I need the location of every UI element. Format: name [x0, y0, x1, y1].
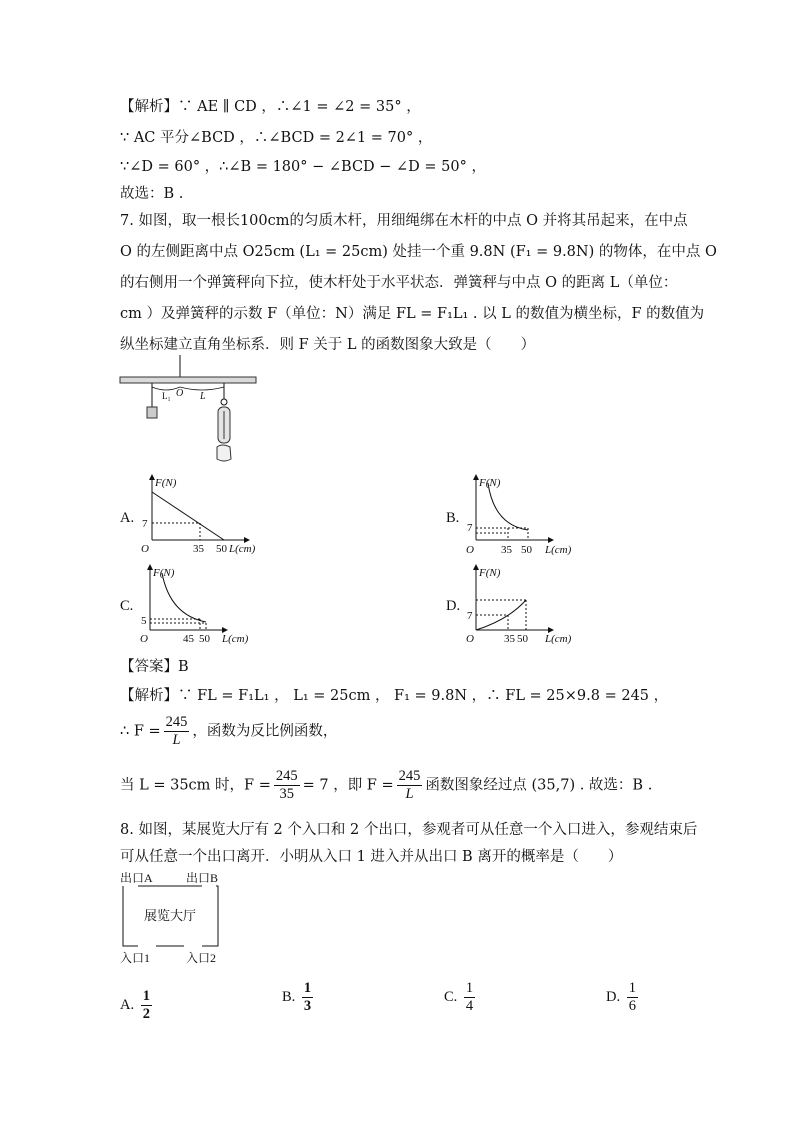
option-c-graph [140, 560, 260, 650]
hall-label: 展览大厅 [144, 908, 197, 923]
option-a-origin: O [141, 543, 149, 555]
option-d-ylabel: F(N) [479, 567, 501, 579]
option-d-xtick-1: 50 [517, 633, 528, 645]
option-b-ylabel: F(N) [479, 477, 501, 489]
fraction-245-over-L-2: $\frac{245}{L}$ [398, 768, 421, 802]
option-a-letter: A. [120, 510, 135, 526]
q7-text-line-5: 纵坐标建立直角坐标系．则 F 关于 L 的函数图象大致是（ ） [120, 337, 536, 353]
q7-solution-line-3: 当 L = 35cm 时，F = $\frac{245}{35}$ = 7 ，即 F = $\frac{245}{L}$ 函数图象经过点 (35,7) . 故选：B . [120, 768, 653, 802]
option-a-graph [138, 470, 298, 560]
option-b-letter: B. [446, 510, 460, 526]
q8-option-b: B. $\frac{1}{3}$ [282, 980, 312, 1014]
option-a-xtick-0: 35 [193, 543, 204, 555]
q8-option-a: A. $\frac{1}{2}$ [120, 988, 150, 1022]
fraction-245-over-L: $\frac{245}{L}$ [165, 714, 188, 748]
option-c-ytick: 5 [141, 615, 147, 627]
option-b-xlabel: L(cm) [545, 544, 572, 556]
q6-solution-line-2: ∵ AC 平分∠BCD ，∴∠BCD = 2∠1 = 70° ， [120, 130, 433, 146]
fraction-245-over-35: $\frac{245}{35}$ [275, 768, 298, 802]
option-a-ytick: 7 [142, 518, 148, 530]
option-c-xtick-1: 50 [199, 633, 210, 645]
q7-text-line-3: 的右侧用一个弹簧秤向下拉，使木杆处于水平状态．弹簧秤与中点 O 的距离 L（单位： [120, 275, 678, 291]
option-d-origin: O [466, 633, 474, 645]
option-b-xtick-0: 35 [501, 544, 512, 556]
q8-option-d: D. $\frac{1}{6}$ [606, 980, 636, 1014]
lever-figure [118, 355, 263, 470]
option-b-origin: O [466, 544, 474, 556]
q6-solution-line-3: ∵∠D = 60° ，∴∠B = 180° − ∠BCD − ∠D = 50° ， [120, 159, 486, 175]
option-c-ylabel: F(N) [153, 567, 175, 579]
option-d-graph [466, 560, 586, 650]
exhibition-hall-figure [118, 868, 228, 968]
label-L: L [200, 391, 206, 402]
exit-a-label: 出口A [120, 871, 153, 885]
option-a-xlabel: L(cm) [229, 543, 256, 555]
option-b-graph [466, 470, 586, 560]
q7-text-line-4: cm ）及弹簧秤的示数 F（单位：N）满足 FL = F₁L₁ . 以 L 的数值为横坐标，F 的数值为 [120, 306, 705, 322]
option-a-xtick-1: 50 [216, 543, 227, 555]
exit-b-label: 出口B [186, 871, 219, 885]
q8-text-line-2: 可从任意一个出口离开．小明从入口 1 进入并从出口 B 离开的概率是（ ） [120, 849, 623, 865]
q7-text-line-2: O 的左侧距离中点 O25cm (L₁ = 25cm) 处挂一个重 9.8N (F₁ = 9.8N) 的物体，在中点 O [120, 244, 717, 260]
q7-solution-line-2: ∴ F = $\frac{245}{L}$ ，函数为反比例函数， [120, 714, 338, 748]
option-a-ylabel: F(N) [155, 477, 177, 489]
q7-solution-line-1: 【解析】∵ FL = F₁L₁ ， L₁ = 25cm ， F₁ = 9.8N ，∴ FL = 25×9.8 = 245 ， [120, 688, 669, 704]
hand-icon [217, 445, 231, 461]
q7-text-line-1: 7. 如图，取一根长100cm的匀质木杆，用细绳绑在木杆的中点 O 并将其吊起来，在中点 [120, 213, 688, 229]
weight-icon [147, 407, 157, 418]
option-c-xlabel: L(cm) [222, 633, 249, 645]
option-d-letter: D. [446, 598, 461, 614]
option-c-origin: O [140, 633, 148, 645]
q6-solution-line-4: 故选：B . [120, 186, 184, 202]
label-L1: L₁ [162, 391, 171, 401]
label-O: O [176, 388, 184, 399]
q8-option-c: C. $\frac{1}{4}$ [444, 980, 474, 1014]
option-b-ytick: 7 [467, 522, 473, 534]
entry-1-label: 入口1 [120, 951, 151, 965]
option-d-ytick: 7 [467, 610, 473, 622]
q6-solution-line-1: 【解析】∵ AE ∥ CD ，∴∠1 = ∠2 = 35° ， [120, 99, 421, 115]
option-d-xtick-0: 35 [504, 633, 515, 645]
q8-text-line-1: 8. 如图，某展览大厅有 2 个入口和 2 个出口，参观者可从任意一个入口进入，参观结束后 [120, 822, 698, 838]
option-c-letter: C. [120, 598, 134, 614]
option-d-xlabel: L(cm) [545, 633, 572, 645]
option-b-xtick-1: 50 [521, 544, 532, 556]
q7-answer: 【答案】B [120, 659, 189, 675]
option-c-xtick-0: 45 [183, 633, 194, 645]
entry-2-label: 入口2 [186, 951, 217, 965]
